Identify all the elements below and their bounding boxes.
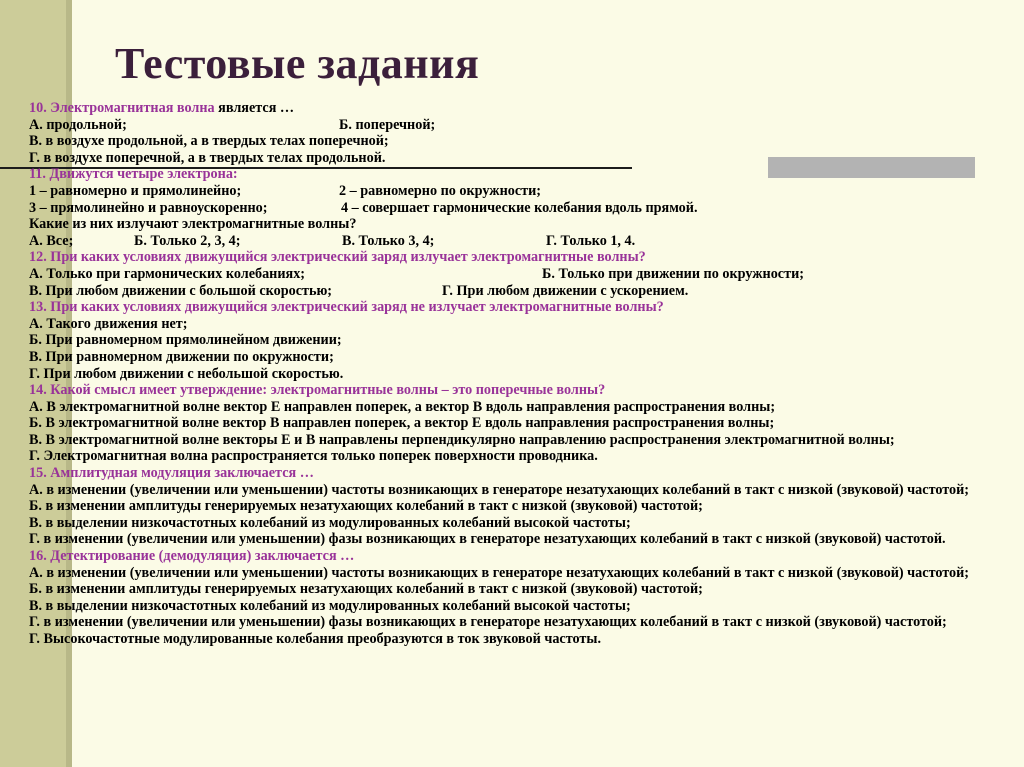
- q13-option-v: В. При равномерном движении по окружности;: [29, 348, 334, 365]
- q13-option-b: Б. При равномерном прямолинейном движении;: [29, 332, 342, 349]
- q15-question: 15. Амплитудная модуляция заключается …: [29, 465, 314, 482]
- q14-option-b: Б. В электромагнитной волне вектор В направлен поперек, а вектор Е вдоль направления распространения волны;: [29, 415, 775, 432]
- q15-option-g: Г. в изменении (увеличении или уменьшении) фазы возникающих в генераторе незатухающих колебаний в такт с низкой (звуковой) частотой.: [29, 531, 946, 548]
- q14-option-g: Г. Электромагнитная волна распространяется только поперек поверхности проводника.: [29, 448, 598, 465]
- q12-question: 12. При каких условиях движущийся электрический заряд излучает электромагнитные волны?: [29, 249, 646, 266]
- slide-title: Тестовые задания: [115, 39, 480, 88]
- q13-option-g: Г. При любом движении с небольшой скоростью.: [29, 365, 344, 382]
- q11-options-34: 3 – прямолинейно и равноускоренно; 4 – совершает гармонические колебания вдоль прямой.: [29, 199, 698, 216]
- q16-option-g2: Г. Высокочастотные модулированные колебания преобразуются в ток звуковой частоты.: [29, 631, 601, 647]
- q11-answers: А. Все; Б. Только 2, 3, 4; В. Только 3, 4; Г. Только 1, 4.: [29, 232, 636, 249]
- q16-question: 16. Детектирование (демодуляция) заключается …: [29, 548, 355, 565]
- q10-options-ab: А. продольной; Б. поперечной;: [29, 116, 436, 133]
- q15-option-v: В. в выделении низкочастотных колебаний из модулированных колебаний высокой частоты;: [29, 514, 631, 531]
- q11-question: 11. Движутся четыре электрона:: [29, 166, 238, 183]
- q13-question: 13. При каких условиях движущийся электрический заряд не излучает электромагнитные волны?: [29, 299, 664, 316]
- q16-option-a: А. в изменении (увеличении или уменьшении) частоты возникающих в генераторе незатухающих колебаний в такт с низкой (звуковой) частотой;: [29, 564, 970, 581]
- q14-option-v: В. В электромагнитной волне векторы Е и В направлены перпендикулярно направлению распространения электромагнитной волны;: [29, 431, 895, 448]
- q16-option-g: Г. в изменении (увеличении или уменьшении) фазы возникающих в генераторе незатухающих колебаний в такт с низкой (звуковой) частотой;: [29, 614, 947, 631]
- q16-option-b: Б. в изменении амплитуды генерируемых незатухающих колебаний в такт с низкой (звуковой) частотой;: [29, 581, 703, 598]
- q14-question: 14. Какой смысл имеет утверждение: электромагнитные волны – это поперечные волны?: [29, 382, 606, 399]
- test-content: [29, 100, 989, 648]
- q10-question: 10. Электромагнитная волна является …: [29, 100, 295, 116]
- q10-option-v: В. в воздухе продольной, а в твердых телах поперечной;: [29, 133, 389, 150]
- q14-option-a: А. В электромагнитной волне вектор Е направлен поперек, а вектор В вдоль направления распространения волны;: [29, 398, 776, 415]
- q11-ask: Какие из них излучают электромагнитные волны?: [29, 216, 357, 233]
- q12-options-ab: А. Только при гармонических колебаниях; Б. Только при движении по окружности;: [29, 265, 804, 282]
- q12-options-vg: В. При любом движении с большой скоростью; Г. При любом движении с ускорением.: [29, 282, 689, 299]
- q16-option-v: В. в выделении низкочастотных колебаний из модулированных колебаний высокой частоты;: [29, 597, 631, 614]
- q10-option-g: Г. в воздухе поперечной, а в твердых телах продольной.: [29, 149, 386, 166]
- q13-option-a: А. Такого движения нет;: [29, 315, 188, 332]
- q11-options-12: 1 – равномерно и прямолинейно; 2 – равномерно по окружности;: [29, 182, 542, 199]
- q15-option-b: Б. в изменении амплитуды генерируемых незатухающих колебаний в такт с низкой (звуковой) частотой;: [29, 498, 703, 515]
- q15-option-a: А. в изменении (увеличении или уменьшении) частоты возникающих в генераторе незатухающих колебаний в такт с низкой (звуковой) частотой;: [29, 481, 970, 498]
